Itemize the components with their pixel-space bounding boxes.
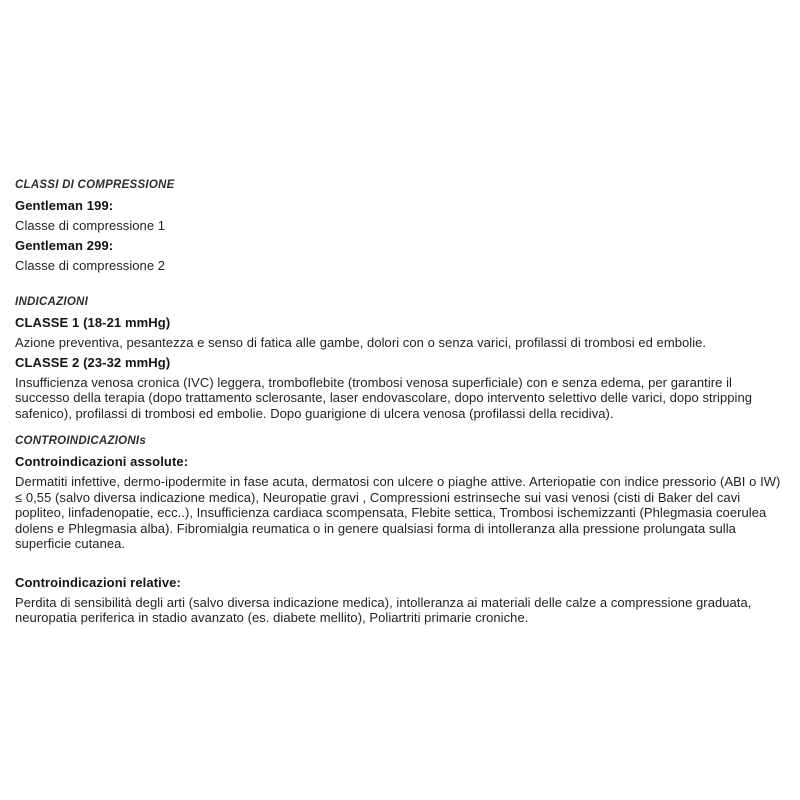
section-title: CONTROINDICAZIONIs bbox=[15, 435, 146, 447]
paragraph-classe-1: Classe di compressione 1 bbox=[15, 218, 166, 233]
subheading-classe-2-mmhg: CLASSE 2 (23-32 mmHg) bbox=[15, 354, 171, 370]
subheading-gentleman-299: Gentleman 299: bbox=[15, 238, 114, 253]
section-controindicazioni bbox=[15, 434, 786, 626]
paragraph-controindicazioni-relative: Perdita di sensibilità degli arti (salvo diversa indicazione medica), intolleranza ai materiali delle calze a compressione graduata, neuropatia periferica in stadio avanzato (es. diabete mellito), Poliartriti primarie croniche. bbox=[15, 594, 752, 625]
subheading-gentleman-199: Gentleman 199: bbox=[15, 198, 114, 213]
paragraph-indicazioni-classe-2: Insufficienza venosa cronica (IVC) leggera, tromboflebite (trombosi venosa superficiale) con e senza edema, per garantire il successo della terapia (dopo trattamento sclerosante, laser endovascolare, dopo intervento selettivo delle varici, dopo stripping safenico), profilassi di trombosi ed embolie. Dopo guarigione di ulcera venosa (profilassi della recidiva). bbox=[15, 374, 753, 421]
paragraph-classe-2: Classe di compressione 2 bbox=[15, 258, 166, 273]
section-indicazioni bbox=[15, 295, 786, 422]
subheading-controindicazioni-relative: Controindicazioni relative: bbox=[15, 574, 181, 590]
subheading-controindicazioni-assolute: Controindicazioni assolute: bbox=[15, 454, 189, 469]
paragraph-controindicazioni-assolute: Dermatiti infettive, dermo-ipodermite in fase acuta, dermatosi con ulcere o piaghe attive. Arteriopatie con indice pressorio (ABI o IW) ≤ 0,55 (salvo diversa indicazione medica), Neuropatie gravi , Compressioni estrinseche sui vasi venosi (cisti di Baker del cavi popliteo, linfadenopatie, ecc..), Insufficienza cardiaca scompensata, Flebite settica, Trombosi ischemizzanti (Phlegmasia coerulea dolens e Phlegmasia alba). Fibromialgia reumatica o in genere qualsiasi forma di intolleranza alla pressione prolungata sulla superficie cutanea. bbox=[15, 474, 781, 551]
section-title: CLASSI DI COMPRESSIONE bbox=[15, 179, 175, 191]
section-classi-di-compressione bbox=[15, 178, 786, 274]
paragraph-indicazioni-classe-1: Azione preventiva, pesantezza e senso di fatica alle gambe, dolori con o senza varici, profilassi di trombosi ed embolie. bbox=[15, 334, 707, 350]
subheading-classe-1-mmhg: CLASSE 1 (18-21 mmHg) bbox=[15, 314, 171, 330]
section-title: INDICAZIONI bbox=[15, 295, 89, 308]
